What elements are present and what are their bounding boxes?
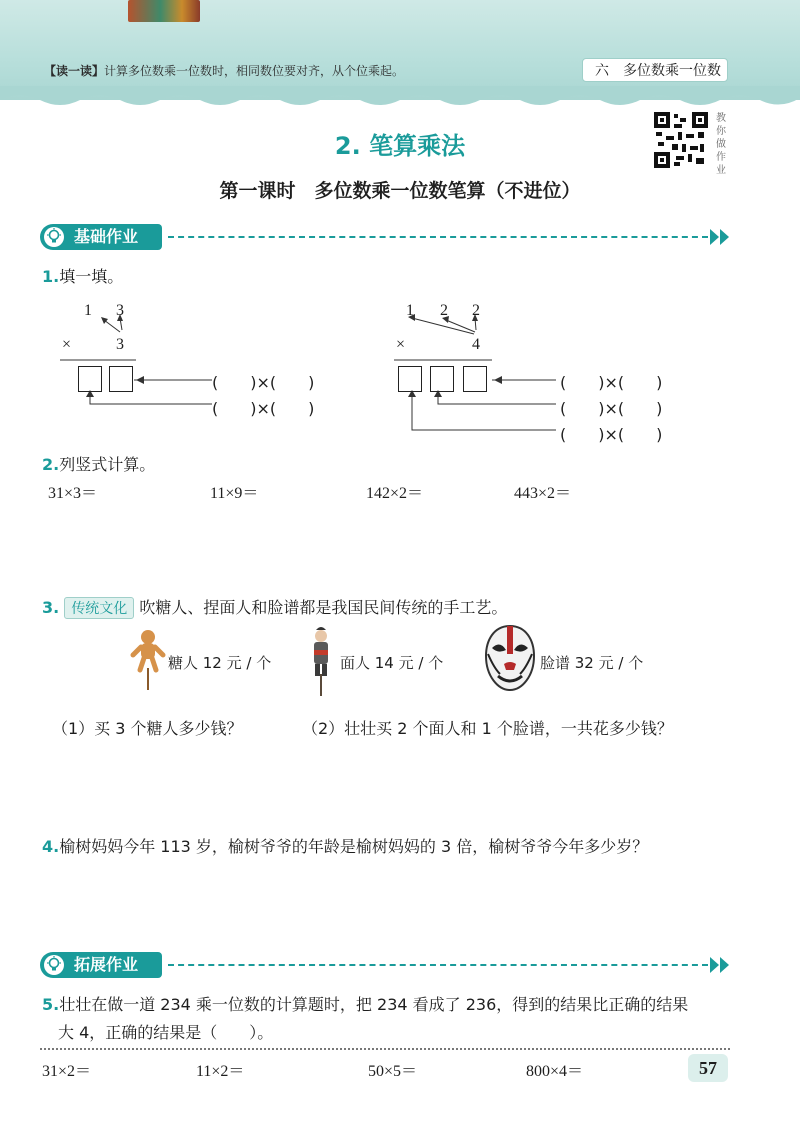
price-opera-mask: 脸谱 32 元 / 个	[540, 654, 644, 672]
q2-item-2: 11×9＝	[210, 485, 259, 502]
q1-right-blank-2[interactable]: ( )×( )	[560, 399, 663, 418]
question-5-line-2[interactable]: 大 4，正确的结果是（ ）。	[58, 1023, 274, 1042]
q1-right-mult-sign: ×	[396, 336, 406, 353]
question-5-number: 5.	[42, 995, 60, 1014]
section-basic-pill	[40, 224, 162, 250]
question-3-sub-1: （1）买 3 个糖人多少钱？	[52, 719, 243, 738]
question-5-line-1: 壮壮在做一道 234 乘一位数的计算题时，把 234 看成了 236，得到的结果比正确的结果	[59, 995, 689, 1014]
double-arrow-icon	[710, 229, 719, 245]
q1-right-answer-box[interactable]	[463, 366, 487, 392]
double-arrow-icon	[710, 957, 719, 973]
reading-tip	[44, 62, 404, 79]
question-4-text: 榆树妈妈今年 113 岁，榆树爷爷的年龄是榆树妈妈的 3 倍，榆树爷爷今年多少岁？	[59, 837, 649, 856]
question-1-text: 填一填。	[59, 267, 124, 286]
culture-tag: 传统文化	[64, 597, 134, 619]
section-extend-title: 拓展作业	[74, 955, 139, 974]
reading-tip-text: 计算多位数乘一位数时，相同数位要对齐，从个位乘起。	[104, 64, 405, 78]
page-number: 57	[688, 1054, 728, 1082]
chapter-label: 六 多位数乘一位数	[582, 58, 728, 82]
oral-item-2: 11×2＝	[196, 1063, 245, 1080]
question-2-number: 2.	[42, 455, 60, 474]
reading-tip-tag: 【读一读】	[44, 64, 105, 78]
section-basic-header	[40, 224, 730, 250]
q2-item-3: 142×2＝	[366, 485, 424, 502]
lightbulb-icon	[44, 227, 64, 247]
section-extend-header	[40, 952, 730, 978]
bottom-divider	[40, 1048, 730, 1050]
q2-item-1: 31×3＝	[48, 485, 98, 502]
header-band	[0, 0, 800, 100]
section-basic-title: 基础作业	[74, 227, 139, 246]
question-4-number: 4.	[42, 837, 60, 856]
lesson-title: 2. 笔算乘法	[334, 132, 466, 160]
qr-code-icon[interactable]	[654, 112, 708, 168]
q1-left-blank-2[interactable]: ( )×( )	[212, 399, 315, 418]
double-arrow-icon	[720, 229, 729, 245]
q1-left-blank-1[interactable]: ( )×( )	[212, 373, 315, 392]
section-divider	[168, 964, 708, 966]
question-3	[42, 595, 507, 619]
section-extend-pill	[40, 952, 162, 978]
price-sugar-figure: 糖人 12 元 / 个	[168, 654, 272, 672]
opera-mask-icon	[484, 624, 536, 692]
q1-right-top-hundreds: 1	[406, 302, 414, 319]
double-arrow-icon	[720, 957, 729, 973]
question-2-text: 列竖式计算。	[59, 455, 156, 474]
question-3-text: 吹糖人、捏面人和脸谱都是我国民间传统的手工艺。	[139, 598, 508, 617]
q1-left-top-ones: 3	[116, 302, 124, 319]
q1-right-top-ones: 2	[472, 302, 480, 319]
question-3-number: 3.	[42, 598, 60, 617]
oral-item-4: 800×4＝	[526, 1063, 584, 1080]
qr-caption: 教你做作业	[716, 113, 726, 176]
question-1-number: 1.	[42, 267, 60, 286]
q1-right-top-tens: 2	[440, 302, 448, 319]
lightbulb-icon	[44, 955, 64, 975]
price-dough-figure: 面人 14 元 / 个	[340, 654, 444, 672]
question-4	[42, 834, 648, 857]
oral-item-3: 50×5＝	[368, 1063, 418, 1080]
q1-left-multiplier: 3	[116, 336, 124, 353]
q1-left-answer-box[interactable]	[78, 366, 102, 392]
question-1	[42, 264, 123, 287]
q1-right-answer-box[interactable]	[398, 366, 422, 392]
question-3-sub-2: （2）壮壮买 2 个面人和 1 个脸谱，一共花多少钱？	[302, 719, 673, 738]
lesson-subtitle: 第一课时 多位数乘一位数笔算（不进位）	[219, 180, 581, 202]
dough-figure-icon	[306, 624, 336, 696]
header-illustration	[128, 0, 200, 22]
question-2	[42, 452, 155, 475]
oral-item-1: 31×2＝	[42, 1063, 92, 1080]
q1-right-blank-1[interactable]: ( )×( )	[560, 373, 663, 392]
q1-left-top-tens: 1	[84, 302, 92, 319]
sugar-figure-icon	[130, 628, 166, 690]
q1-right-blank-3[interactable]: ( )×( )	[560, 425, 663, 444]
q1-right-answer-box[interactable]	[430, 366, 454, 392]
q1-right-multiplier: 4	[472, 336, 480, 353]
q2-item-4: 443×2＝	[514, 485, 572, 502]
section-divider	[168, 236, 708, 238]
q1-left-answer-box[interactable]	[109, 366, 133, 392]
q1-left-mult-sign: ×	[62, 336, 72, 353]
question-5	[42, 992, 688, 1015]
